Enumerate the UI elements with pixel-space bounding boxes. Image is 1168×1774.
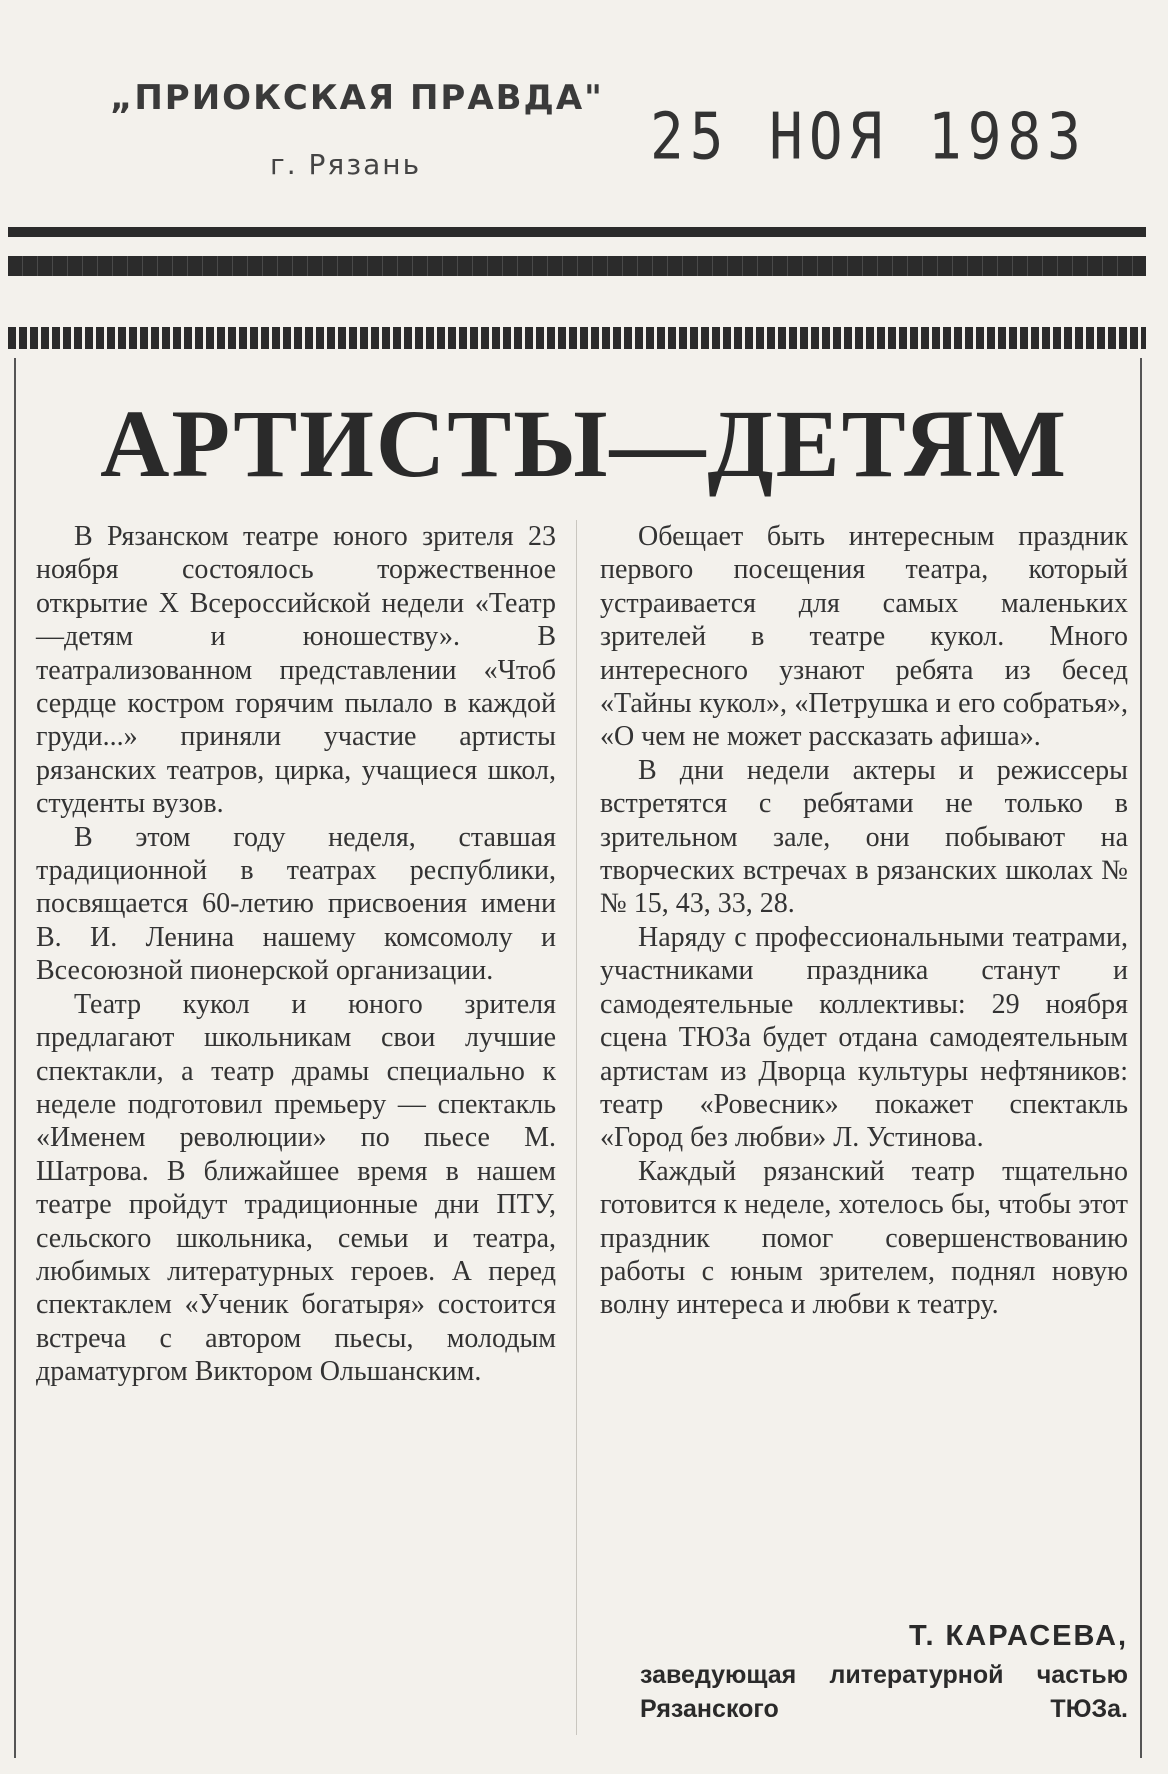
paragraph: Театр кукол и юного зрителя предлагают школьникам свои лучшие спектакли, а театр драмы специально к неделе подготовил премьеру — спектакль «Именем революции» по пьесе М. Шатрова. В ближайшее время в нашем театре пройдут традиционные дни ПТУ, сельского школьника, семьи и театра, любимых литературных героев. А перед спектаклем «Ученик богатыря» состоится встреча с автором пьесы, молодым драматургом Виктором Ольшанским. <box>36 988 556 1388</box>
paragraph: Обещает быть интересным праздник первого посещения театра, который устраивается для самых маленьких зрителей в театре кукол. Много интересного узнают ребята из бесед «Тайны кукол», «Петрушка и его собратья», «О чем не может рассказать афиша». <box>600 521 1128 753</box>
paragraph: Каждый рязанский театр тщательно готовится к неделе, хотелось бы, чтобы этот праздник помог совершенствованию работы с юным зрителем, поднял новую волну интереса и любви к театру. <box>600 1155 1128 1321</box>
right-column <box>600 520 1128 1322</box>
paragraph: В этом году неделя, ставшая традиционной в театрах республики, посвящается 60-летию присвоения имени В. И. Ленина нашему комсомолу и Всесоюзной пионерской организации. <box>36 821 556 987</box>
paragraph: В Рязанском театре юного зрителя 23 ноября состоялось торжественное открытие X Всероссийской недели «Театр—детям и юношеству». В театрализованном представлении «Чтоб сердце костром горячим пылало в каждой груди...» приняли участие артисты рязанских театров, цирка, учащиеся школ, студенты вузов. <box>36 521 556 820</box>
paragraph: Наряду с профессиональными театрами, участниками праздника станут и самодеятельные коллективы: 29 ноября сцена ТЮЗа будет отдана самодеятельным артистам из Дворца культуры нефтяников: театр «Ровесник» покажет спектакль «Город без любви» Л. Устинова. <box>600 921 1128 1154</box>
article-headline: АРТИСТЫ—ДЕТЯМ <box>100 390 1068 497</box>
paragraph: В дни недели актеры и режиссеры встретятся с ребятами не только в зрительном зале, они побывают на творческих встречах в рязанских школах №№ 15, 43, 33, 28. <box>600 754 1128 920</box>
author-role: заведующая литературной частью Рязанского ТЮЗа. <box>640 1661 1128 1723</box>
top-rule <box>8 227 1146 237</box>
date-stamp: 25 НОЯ 1983 <box>650 100 1087 175</box>
city-stamp: г. Рязань <box>270 148 422 181</box>
newspaper-name-stamp: „ПРИОКСКАЯ ПРАВДА" <box>110 78 604 118</box>
left-column <box>36 520 556 1389</box>
author-name: Т. КАРАСЕВА, <box>909 1620 1128 1652</box>
dashed-rule <box>8 327 1146 349</box>
second-rule <box>8 256 1146 276</box>
column-divider <box>576 520 577 1735</box>
